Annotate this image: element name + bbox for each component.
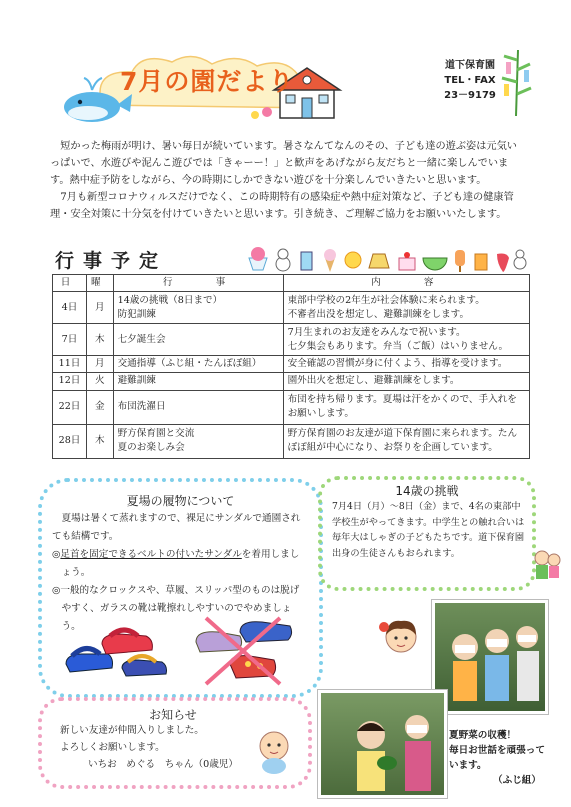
shaved-ice-icon (249, 247, 267, 270)
tanabata-bamboo-icon (498, 48, 534, 122)
column-header: 内 容 (283, 275, 529, 292)
event-weekday: 火 (87, 373, 114, 390)
drink-icon (301, 252, 312, 270)
ice-cream-icon (324, 249, 336, 272)
event-name: 七夕誕生会 (113, 324, 283, 356)
event-day: 12日 (53, 373, 87, 390)
recommended-sandal-text: 足首を固定できるベルトの付いたサンダル (60, 549, 242, 560)
event-name: 避難訓練 (113, 373, 283, 390)
snowman-icon (276, 249, 290, 271)
strawberry-icon (497, 254, 509, 273)
tel-label: TEL・FAX (444, 75, 496, 86)
photo-caption (449, 728, 549, 788)
intro-text (50, 138, 525, 223)
event-day: 7日 (53, 324, 87, 356)
event-detail: 布団を持ち帰ります。夏場は汗をかくので、手入れをお願いします。 (283, 390, 529, 424)
bullet-mark: ◎ (52, 549, 61, 560)
notice-heading: お知らせ (149, 708, 197, 722)
pudding-icon (369, 254, 389, 268)
table-row (53, 292, 530, 324)
bad-shoes-image (190, 612, 298, 692)
table-header-row (53, 275, 530, 292)
table-row (53, 424, 530, 458)
cake-icon (399, 252, 415, 270)
tel-number: 23－9179 (444, 90, 496, 101)
children-illustration (530, 548, 564, 590)
shoes-paragraph: 夏場は暑くて蒸れますので、裸足にサンダルで通園されても結構です。 (52, 513, 301, 542)
popsicle-icon (455, 250, 465, 272)
event-detail: 安全確認の習慣が身に付くよう、指導を受けます。 (283, 356, 529, 373)
student-visit-text: 7月4日（月）～8日（金）まで、4名の東部中学校生がやってきます。中学生との触れ合いは毎年大はしゃぎの子どもたちです。道下保育園出身の生徒さんもおられます。 (332, 501, 525, 559)
event-weekday: 木 (87, 324, 114, 356)
table-row (53, 390, 530, 424)
student-visit-heading: 14歳の挑戦 (395, 484, 459, 498)
events-table (52, 274, 530, 459)
melon-icon (423, 258, 447, 270)
event-day: 11日 (53, 356, 87, 373)
event-weekday: 月 (87, 356, 114, 373)
intro-paragraph: 7月も新型コロナウィルスだけでなく、この時期特有の感染症や熱中症対策など、子ども達の健康管理・安全対策に十分気を付けていきたいと思います。引き続き、ご理解ご協力をお願いいたします。 (50, 192, 514, 220)
column-header: 行 事 (113, 275, 283, 292)
harvest-photo (432, 600, 548, 714)
event-name: 交通指導（ふじ組・たんぽぽ組） (113, 356, 283, 373)
sun-icon (345, 252, 361, 268)
event-weekday: 木 (87, 424, 114, 458)
snowman-icon (514, 250, 526, 269)
event-name: 14歳の挑戦（8日まで） 防犯訓練 (113, 292, 283, 324)
shoes-heading: 夏場の履物について (126, 494, 235, 508)
event-name: 野方保育園と交流 夏のお楽しみ会 (113, 424, 283, 458)
summer-decoration-row (245, 244, 527, 274)
event-day: 22日 (53, 390, 87, 424)
column-header: 曜 (87, 275, 114, 292)
event-day: 28日 (53, 424, 87, 458)
event-weekday: 月 (87, 292, 114, 324)
notice-line: 新しい友達が仲間入りしました。 (60, 725, 204, 736)
event-detail: 東部中学校の2年生が社会体験に来られます。 不審者出没を想定し、避難訓練をします。 (283, 292, 529, 324)
good-sandals-image (62, 614, 172, 686)
caption-line: 毎日お世話を頑張っています。 (449, 745, 545, 771)
school-name: 道下保育園 (445, 60, 495, 71)
shoes-paragraph: ◎一般的なクロックスや、草履、スリッパ型のものは脱げやすく、ガラスの靴は靴擦れしやすいのでやめましょう。 (52, 585, 300, 632)
event-weekday: 金 (87, 390, 114, 424)
table-row (53, 356, 530, 373)
event-day: 4日 (53, 292, 87, 324)
intro-paragraph: 短かった梅雨が明け、暑い毎日が続いています。暑さなんてなんのその、子ども達の遊ぶ姿は元気いっぱいで、水遊びや泥んこ遊びでは「きゃーー！」と歓声をあげながら友だちと一緒に楽しんでいます。熱中症予防をしながら、今の時期にしかできない遊びを十分楽しんでいきたいと思います。 (50, 141, 517, 186)
baby-illustration (252, 728, 296, 778)
event-name: 布団洗濯日 (113, 390, 283, 424)
event-detail: 7月生まれのお友達をみんなで祝います。 七夕集会もあります。弁当（ご飯）はいりません。 (283, 324, 529, 356)
table-row (53, 373, 530, 390)
events-heading: 行事予定 (55, 250, 168, 272)
page-title: 7月の園だより (120, 67, 295, 96)
column-header: 日 (53, 275, 87, 292)
event-detail: 園外出火を想定し、避難訓練をします。 (283, 373, 529, 390)
notice-line: よろしくお願いします。 (60, 742, 165, 753)
juice-icon (475, 254, 487, 270)
girl-illustration (378, 617, 424, 671)
vegetable-photo (318, 690, 447, 798)
shoes-paragraph (52, 546, 307, 582)
table-row (53, 324, 530, 356)
notice-line: いちお めぐる ちゃん（0歳児） (88, 759, 239, 770)
shoes-paragraph-rest: を着用しましょう。 (61, 549, 300, 578)
event-detail: 野方保育園のお友達が道下保育園に来られます。たんぽぽ組が中心になり、お祭りを企画しています。 (283, 424, 529, 458)
caption-line: 夏野菜の収穫！ (449, 730, 517, 741)
caption-line: （ふじ組） (493, 775, 541, 786)
